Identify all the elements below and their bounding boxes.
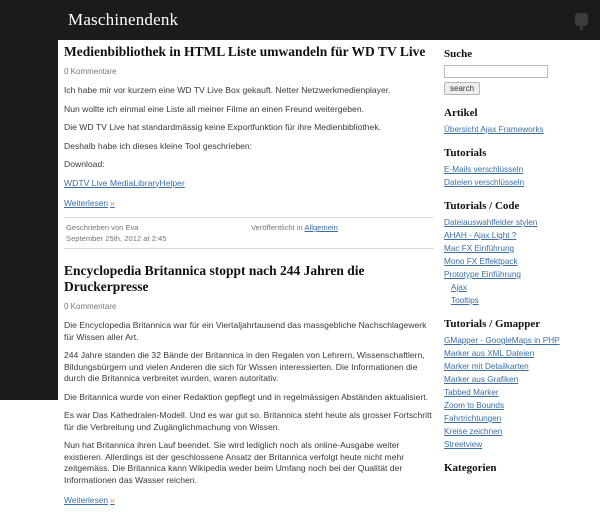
sidebar bbox=[444, 48, 580, 479]
post-meta-category bbox=[249, 222, 434, 244]
header-badge-icon bbox=[575, 13, 588, 26]
download-link-paragraph bbox=[64, 178, 434, 190]
list-item bbox=[444, 348, 580, 359]
sidebar-list-artikel bbox=[444, 124, 580, 135]
list-item bbox=[444, 387, 580, 398]
sidebar-heading-search: Suche bbox=[444, 48, 473, 60]
list-item bbox=[444, 269, 580, 280]
post-paragraph: Nun hat Britannica ihren Lauf beendet. Sie wird lediglich noch als online-Ausgabe weiter existieren. Allerdings ist der geschlossene Ansatz der Britannica verfolgt heute nicht mehr zeitgemäss. Die Britannica kann Wikipedia weder beim Umfang noch bei der Qualität der Informationen das Wasser reichen. bbox=[64, 440, 405, 485]
post-meta-author bbox=[64, 222, 249, 244]
post-date-line: September 25th, 2012 at 2:45 bbox=[66, 234, 167, 243]
post-paragraph: Download: bbox=[64, 159, 105, 169]
list-item bbox=[444, 439, 580, 450]
site-title: Maschinendenk bbox=[68, 10, 179, 29]
post-comments-count[interactable]: 0 Kommentare bbox=[64, 302, 117, 311]
post-paragraph: Die WD TV Live hat standardmässig keine Exportfunktion für ihre Medienbibliothek. bbox=[64, 122, 382, 132]
download-link[interactable]: WDTV Live MediaLibraryHelper bbox=[64, 177, 185, 188]
list-item bbox=[444, 230, 580, 241]
read-more-label: Weiterlesen bbox=[64, 198, 109, 208]
post-title-link[interactable]: Encyclopedia Britannica stoppt nach 244 Jahren die Druckerpresse bbox=[64, 263, 365, 294]
sidebar-heading-tutorials-gmapper: Tutorials / Gmapper bbox=[444, 318, 541, 330]
site-header bbox=[58, 0, 600, 40]
sidebar-link[interactable]: E-Mails verschlüsseln bbox=[444, 165, 524, 174]
sidebar-list-tutorials-code bbox=[444, 217, 580, 306]
post-author-line: Geschrieben von Eva bbox=[66, 223, 139, 232]
read-more-link[interactable] bbox=[64, 198, 115, 208]
sidebar-list-tutorials bbox=[444, 164, 580, 188]
list-item bbox=[444, 413, 580, 424]
sidebar-link[interactable]: Ajax bbox=[451, 283, 467, 292]
sidebar-link[interactable]: Mono FX Effektpack bbox=[444, 257, 518, 266]
sidebar-link[interactable]: Tabbed Marker bbox=[444, 388, 499, 397]
list-item bbox=[444, 361, 580, 372]
post-paragraph: Die Britannica wurde von einer Redaktion gepflegt und in regelmässigen Abständen aktualisiert. bbox=[64, 391, 429, 402]
list-item bbox=[444, 426, 580, 437]
sidebar-link[interactable]: Fahrtrichtungen bbox=[444, 414, 502, 423]
sidebar-heading-artikel: Artikel bbox=[444, 107, 478, 119]
read-more-link[interactable] bbox=[64, 495, 115, 505]
post-article bbox=[64, 44, 434, 249]
post-title-link[interactable]: Medienbibliothek in HTML Liste umwandeln für WD TV Live bbox=[64, 44, 426, 59]
sidebar-link[interactable]: Marker mit Detailkarten bbox=[444, 362, 529, 371]
sidebar-heading-kategorien: Kategorien bbox=[444, 462, 497, 474]
sidebar-link[interactable]: Prototype Einführung bbox=[444, 270, 521, 279]
list-item bbox=[444, 335, 580, 346]
list-item bbox=[444, 256, 580, 267]
post-meta bbox=[64, 217, 434, 249]
list-item bbox=[444, 374, 580, 385]
sidebar-link[interactable]: Marker aus Grafiken bbox=[444, 375, 519, 384]
post-title bbox=[64, 263, 434, 295]
left-gutter bbox=[0, 0, 58, 400]
search-form bbox=[444, 65, 580, 95]
published-prefix: Veröffentlicht in bbox=[251, 223, 303, 232]
list-item bbox=[444, 295, 580, 306]
read-more-arrow-icon: » bbox=[110, 198, 115, 208]
post-paragraph: Die Encyclopedia Britannica war für ein Viertaljahrtausend das massgebliche Nachschlagewerk für Wissen aller Art. bbox=[64, 320, 427, 342]
sidebar-link[interactable]: Marker aus XML Dateien bbox=[444, 349, 535, 358]
sidebar-link[interactable]: Übersicht Ajax Frameworks bbox=[444, 125, 544, 134]
list-item bbox=[444, 282, 580, 293]
sidebar-heading-tutorials-code: Tutorials / Code bbox=[444, 200, 520, 212]
category-link[interactable]: Allgemein bbox=[304, 223, 338, 232]
sidebar-list-tutorials-gmapper bbox=[444, 335, 580, 450]
list-item bbox=[444, 164, 580, 175]
sidebar-link[interactable]: Dateiauswahlfelder stylen bbox=[444, 218, 538, 227]
search-button[interactable]: search bbox=[444, 82, 480, 95]
read-more-label: Weiterlesen bbox=[64, 495, 109, 505]
list-item bbox=[444, 243, 580, 254]
sidebar-link[interactable]: Streetview bbox=[444, 440, 483, 449]
list-item bbox=[444, 124, 580, 135]
post-body bbox=[64, 85, 434, 208]
sidebar-link[interactable]: Dateien verschlüsseln bbox=[444, 178, 525, 187]
post-body bbox=[64, 320, 434, 505]
sidebar-heading-tutorials: Tutorials bbox=[444, 147, 487, 159]
post-paragraph: Ich habe mir vor kurzem eine WD TV Live Box gekauft. Netter Netzwerkmedienplayer. bbox=[64, 85, 391, 95]
post-title bbox=[64, 44, 434, 60]
sidebar-link[interactable]: Zoom to Bounds bbox=[444, 401, 505, 410]
main-content bbox=[64, 44, 434, 519]
sidebar-link[interactable]: Tooltips bbox=[451, 296, 479, 305]
read-more-arrow-icon: » bbox=[110, 495, 115, 505]
sidebar-link[interactable]: Mac FX Einführung bbox=[444, 244, 515, 253]
list-item bbox=[444, 400, 580, 411]
post-paragraph: Es war Das Kathedralen-Modell. Und es war gut so. Britannica steht heute als grosser Fortschritt für die Verbreitung und Zugänglichmachung von Wissen. bbox=[64, 410, 432, 432]
post-paragraph: Deshalb habe ich dieses kleine Tool geschrieben: bbox=[64, 140, 253, 151]
post-paragraph: Nun wollte ich einmal eine Liste all meiner Filme an einen Freund weitergeben. bbox=[64, 103, 364, 114]
list-item bbox=[444, 177, 580, 188]
post-comments-count[interactable]: 0 Kommentare bbox=[64, 67, 117, 76]
sidebar-link[interactable]: AHAH - Ajax Light ? bbox=[444, 231, 517, 240]
sidebar-link[interactable]: Kreise zeichnen bbox=[444, 427, 503, 436]
post-paragraph: 244 Jahre standen die 32 Bände der Britannica in den Regalen von Lehrern, Wissenschaftlern, Bildungsbürgern und vielen Anderen die sich für Wissen interessierten. Die Informationen die durch die Britannica verbreitet wurden, waren autoritativ. bbox=[64, 350, 425, 383]
search-input[interactable] bbox=[444, 65, 548, 78]
post-article bbox=[64, 263, 434, 505]
list-item bbox=[444, 217, 580, 228]
sidebar-link[interactable]: GMapper - GoogleMaps in PHP bbox=[444, 336, 560, 345]
